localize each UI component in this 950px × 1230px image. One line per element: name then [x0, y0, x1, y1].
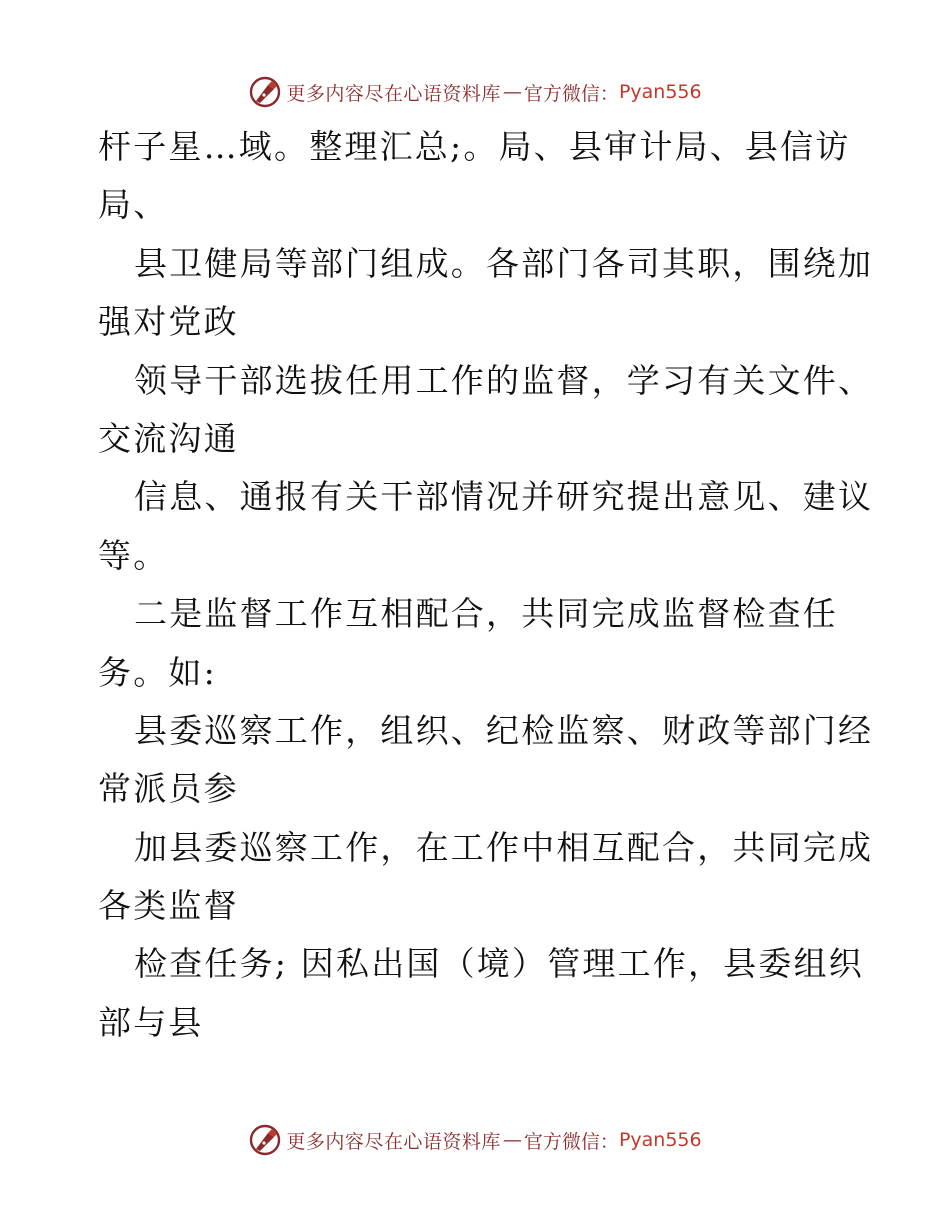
- header-watermark: [0, 72, 950, 112]
- watermark-text: 更多内容尽在心语资料库: [286, 82, 501, 105]
- footer-watermark: [0, 1120, 950, 1160]
- body-text-line: 加县委巡察工作，在工作中相互配合，共同完成: [134, 827, 874, 867]
- pen-nib-logo-icon: [248, 1123, 282, 1157]
- watermark-contact-label: 官方微信：: [523, 1130, 619, 1153]
- watermark-text: 更多内容尽在心语资料库: [286, 1130, 501, 1153]
- body-text-line: 二是监督工作互相配合，共同完成监督检查任: [134, 594, 838, 634]
- body-text-line: 等。: [98, 535, 169, 575]
- body-text-line: 县卫健局等部门组成。各部门各司其职，围绕加: [134, 243, 874, 283]
- body-text-line: 部与县: [98, 1002, 204, 1042]
- body-text-line: 信息、通报有关干部情况并研究提出意见、建议: [134, 477, 874, 517]
- body-text-line: 常派员参: [98, 769, 239, 809]
- body-text-line: 强对党政: [98, 302, 239, 342]
- body-text-line: 检查任务; 因私出国（境）管理工作，县委组织: [134, 944, 865, 984]
- body-text-line: 务。如:: [98, 652, 217, 692]
- body-text-line: 领导干部选拔任用工作的监督，学习有关文件、: [134, 360, 874, 400]
- document-body: [98, 118, 874, 1052]
- watermark-separator: —: [502, 81, 522, 103]
- body-text-line: 交流沟通: [98, 418, 239, 458]
- watermark-separator: —: [502, 1129, 522, 1151]
- watermark-contact-label: 官方微信：: [523, 82, 619, 105]
- pen-nib-logo-icon: [248, 75, 282, 109]
- body-text-line: 县委巡察工作，组织、纪检监察、财政等部门经: [134, 710, 874, 750]
- watermark-contact-id: Pyan556: [618, 81, 702, 103]
- body-text-line: 杆子星…域。整理汇总;。局、县审计局、县信访: [98, 127, 851, 166]
- watermark-contact-id: Pyan556: [618, 1129, 702, 1151]
- body-text-line: 各类监督: [98, 886, 239, 926]
- body-text-line: 局、: [98, 185, 169, 225]
